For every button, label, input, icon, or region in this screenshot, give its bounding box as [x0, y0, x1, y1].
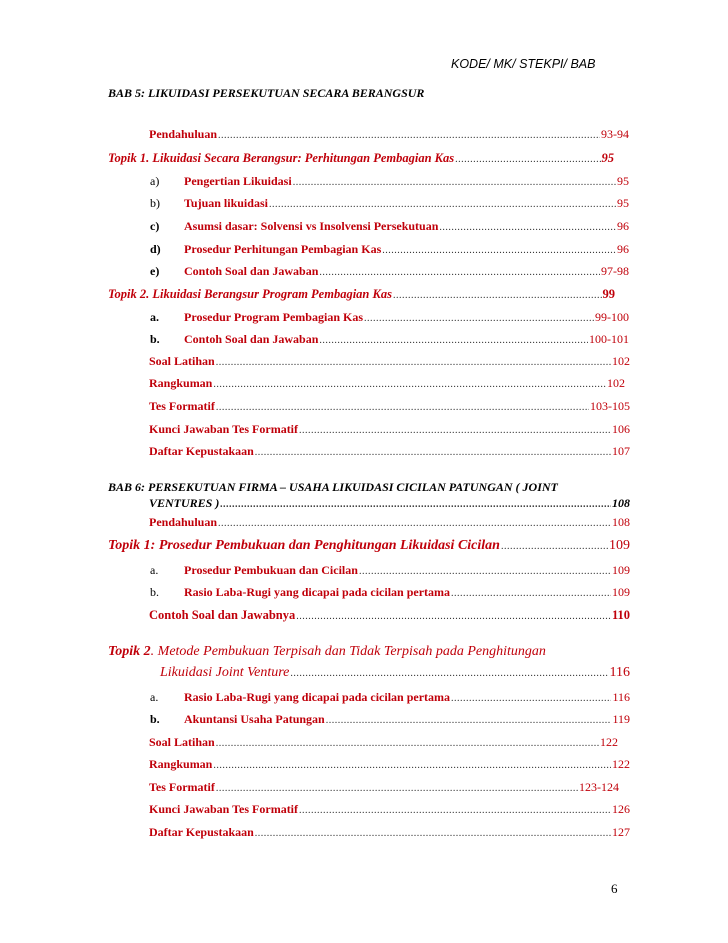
leader-dots: [455, 154, 600, 165]
toc-page: 93-94: [601, 127, 629, 141]
toc-entry[interactable]: [184, 332, 629, 347]
toc-entry-kunci-jawaban-5[interactable]: [149, 422, 630, 437]
toc-entry-contoh-soal-6[interactable]: [149, 608, 630, 623]
item-marker: b.: [150, 585, 159, 599]
leader-dots: [501, 541, 608, 552]
toc-page: 99-100: [595, 310, 629, 324]
toc-page: 108: [612, 496, 630, 510]
toc-entry-topik1-bab6[interactable]: [108, 538, 630, 554]
toc-label: Pendahuluan: [149, 515, 218, 529]
toc-page: 109: [609, 538, 630, 553]
toc-label: Topik 1. Likuidasi Secara Berangsur: Perhitungan Pembagian Kas: [108, 151, 455, 165]
leader-dots: [220, 499, 611, 510]
leader-dots: [319, 335, 588, 346]
leader-dots: [255, 828, 611, 839]
leader-dots: [216, 357, 611, 368]
toc-label: Topik 2. Likuidasi Berangsur Program Pembagian Kas: [108, 287, 392, 301]
toc-page: 100-101: [589, 332, 629, 346]
leader-dots: [299, 425, 611, 436]
toc-page: 95: [601, 151, 614, 165]
toc-label: Asumsi dasar: Solvensi vs Insolvensi Persekutuan: [184, 219, 439, 233]
toc-page: 127: [612, 825, 630, 839]
toc-entry-pendahuluan-5[interactable]: [149, 127, 629, 142]
item-marker: d): [150, 242, 161, 256]
toc-entry-tes-formatif-5[interactable]: [149, 399, 630, 414]
toc-entry[interactable]: [184, 196, 629, 211]
toc-entry-tes-formatif-6[interactable]: [149, 780, 619, 795]
leader-dots: [290, 668, 608, 679]
item-marker: b.: [150, 332, 160, 346]
toc-page: 116: [612, 690, 630, 704]
leader-dots: [364, 313, 594, 324]
toc-page: 103-105: [590, 399, 630, 413]
toc-page: 108: [612, 515, 630, 529]
toc-entry-topik2-bab6[interactable]: [160, 665, 630, 681]
toc-label: Prosedur Perhitungan Pembagian Kas: [184, 242, 382, 256]
toc-page: 126: [612, 802, 630, 816]
toc-page: 109: [612, 563, 630, 577]
leader-dots: [213, 760, 611, 771]
toc-entry-daftar-kepustakaan-6[interactable]: [149, 825, 630, 840]
leader-dots: [255, 447, 611, 458]
toc-entry[interactable]: [184, 219, 629, 234]
leader-dots: [269, 199, 616, 210]
toc-entry-rangkuman-5[interactable]: [149, 376, 625, 391]
toc-label: Kunci Jawaban Tes Formatif: [149, 802, 299, 816]
toc-label: Contoh Soal dan Jawaban: [184, 264, 319, 278]
topik2-prefix: Topik 2: [108, 644, 151, 659]
toc-entry[interactable]: [184, 242, 629, 257]
toc-page: 97-98: [601, 264, 629, 278]
toc-label: Rangkuman: [149, 376, 213, 390]
toc-page: 122: [600, 735, 618, 749]
toc-entry-soal-latihan-6[interactable]: [149, 735, 618, 750]
toc-entry-topik2-bab5[interactable]: [108, 287, 615, 302]
toc-label: VENTURES ): [149, 496, 220, 510]
page-number: 6: [611, 881, 618, 896]
toc-label: Likuidasi Joint Venture: [160, 665, 290, 680]
item-marker: a.: [150, 310, 159, 324]
document-code-header: KODE/ MK/ STEKPI/ BAB: [451, 57, 596, 71]
toc-label: Contoh Soal dan Jawabnya: [149, 608, 296, 622]
item-marker: a.: [150, 563, 159, 577]
leader-dots: [293, 177, 616, 188]
leader-dots: [213, 379, 606, 390]
toc-page: 116: [609, 665, 630, 680]
toc-label: Rasio Laba-Rugi yang dicapai pada cicilan pertama: [184, 690, 451, 704]
toc-entry-daftar-kepustakaan-5[interactable]: [149, 444, 630, 459]
toc-page: 123-124: [579, 780, 619, 794]
toc-page: 99: [602, 287, 615, 301]
toc-label: Contoh Soal dan Jawaban: [184, 332, 319, 346]
leader-dots: [216, 738, 599, 749]
leader-dots: [451, 588, 611, 599]
toc-label: Daftar Kepustakaan: [149, 825, 254, 839]
toc-entry-pendahuluan-6[interactable]: [149, 515, 630, 530]
toc-page: 95: [617, 174, 629, 188]
item-marker: c): [150, 219, 160, 233]
toc-label: Kunci Jawaban Tes Formatif: [149, 422, 299, 436]
toc-label: Soal Latihan: [149, 735, 215, 749]
toc-page: 96: [617, 219, 629, 233]
toc-entry[interactable]: [184, 585, 630, 600]
leader-dots: [359, 566, 611, 577]
toc-entry-topik1-bab5[interactable]: [108, 151, 614, 166]
toc-entry-soal-latihan-5[interactable]: [149, 354, 630, 369]
chapter-6-title-cont[interactable]: [149, 496, 630, 511]
toc-label: Tes Formatif: [149, 399, 215, 413]
toc-label: Topik 1: Prosedur Pembukuan dan Penghitungan Likuidasi Cicilan: [108, 538, 500, 553]
chapter-5-title: BAB 5: LIKUIDASI PERSEKUTUAN SECARA BERANGSUR: [108, 86, 425, 100]
toc-label: Rasio Laba-Rugi yang dicapai pada cicilan pertama: [184, 585, 451, 599]
chapter-6-title: BAB 6: PERSEKUTUAN FIRMA – USAHA LIKUIDASI CICILAN PATUNGAN ( JOINT: [108, 480, 558, 494]
toc-label: Tujuan likuidasi: [184, 196, 268, 210]
leader-dots: [393, 290, 602, 301]
toc-entry[interactable]: [184, 563, 630, 578]
leader-dots: [326, 715, 612, 726]
item-marker: b): [150, 196, 160, 210]
toc-page: 102: [607, 376, 625, 390]
toc-label: Daftar Kepustakaan: [149, 444, 254, 458]
leader-dots: [296, 611, 611, 622]
toc-label: Prosedur Pembukuan dan Cicilan: [184, 563, 358, 577]
leader-dots: [216, 402, 589, 413]
leader-dots: [382, 245, 616, 256]
toc-label: Akuntansi Usaha Patungan: [184, 712, 325, 726]
item-marker: e): [150, 264, 160, 278]
toc-entry-rangkuman-6[interactable]: [149, 757, 630, 772]
toc-label: Rangkuman: [149, 757, 213, 771]
toc-page: 96: [617, 242, 629, 256]
toc-entry[interactable]: [184, 712, 630, 727]
toc-page: 119: [612, 712, 630, 726]
toc-page: 110: [611, 608, 630, 622]
leader-dots: [319, 267, 600, 278]
toc-label: Tes Formatif: [149, 780, 215, 794]
toc-page: 107: [612, 444, 630, 458]
toc-page: 122: [612, 757, 630, 771]
toc-entry-kunci-jawaban-6[interactable]: [149, 802, 630, 817]
item-marker: a): [150, 174, 160, 188]
leader-dots: [218, 130, 600, 141]
item-marker: b.: [150, 712, 160, 726]
toc-page: 102: [612, 354, 630, 368]
toc-label: Pengertian Likuidasi: [184, 174, 292, 188]
toc-page: 95: [617, 196, 629, 210]
leader-dots: [218, 518, 611, 529]
toc-entry[interactable]: [184, 690, 630, 705]
toc-entry[interactable]: [184, 174, 629, 189]
toc-page: 106: [612, 422, 630, 436]
toc-label: Soal Latihan: [149, 354, 215, 368]
item-marker: a.: [150, 690, 159, 704]
leader-dots: [451, 693, 611, 704]
leader-dots: [216, 783, 578, 794]
toc-entry[interactable]: [184, 310, 629, 325]
toc-label: Prosedur Program Pembagian Kas: [184, 310, 363, 324]
leader-dots: [299, 805, 611, 816]
topik2-bab6-heading: [108, 644, 546, 660]
toc-page: 109: [612, 585, 630, 599]
toc-label: Pendahuluan: [149, 127, 218, 141]
toc-entry[interactable]: [184, 264, 629, 279]
leader-dots: [439, 222, 616, 233]
topik2-title: . Metode Pembukuan Terpisah dan Tidak Terpisah pada Penghitungan: [150, 644, 546, 659]
